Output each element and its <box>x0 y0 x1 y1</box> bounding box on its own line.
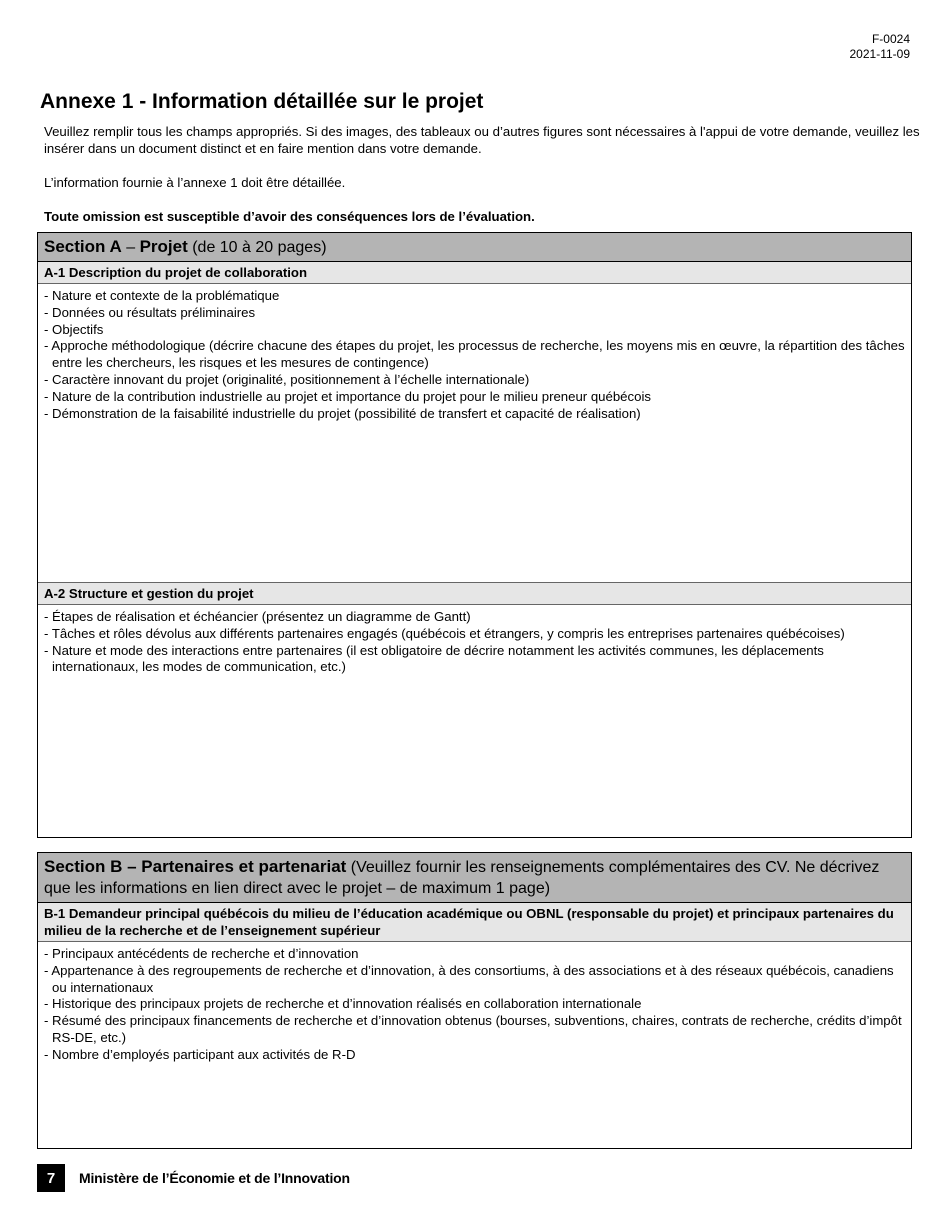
a1-field[interactable] <box>38 284 911 582</box>
list-item: - Nature et contexte de la problématique <box>44 288 280 303</box>
section-b-title: Section B – Partenaires et partenariat <box>44 857 347 876</box>
list-item: - Caractère innovant du projet (originalité, positionnement à l’échelle internationale) <box>44 371 530 387</box>
a2-list <box>44 609 905 676</box>
list-item: - Démonstration de la faisabilité industrielle du projet (possibilité de transfert et capacité de réalisation) <box>44 405 641 421</box>
section-a-header <box>38 233 911 262</box>
list-item: - Nature et mode des interactions entre partenaires (il est obligatoire de décrire notamment les activités communes, les déplacements internationaux, les modes de communication, etc.) <box>44 642 824 675</box>
a1-heading: A-1 Description du projet de collaboration <box>38 262 911 284</box>
a2-field[interactable] <box>38 605 911 837</box>
b1-heading: B-1 Demandeur principal québécois du milieu de l’éducation académique ou OBNL (responsable du projet) et principaux partenaires du milieu de la recherche et de l’enseignement supérieur <box>38 903 911 942</box>
b1-list <box>44 946 905 1064</box>
list-item: - Appartenance à des regroupements de recherche et d’innovation, à des consortiums, à des associations et à des réseaux québécois, canadiens ou internationaux <box>44 962 894 995</box>
form-meta <box>850 32 911 62</box>
list-item: - Objectifs <box>44 321 104 337</box>
form-date: 2021-11-09 <box>849 47 910 61</box>
section-a-label: Section A <box>44 237 122 256</box>
intro-paragraph: Veuillez remplir tous les champs appropriés. Si des images, des tableaux ou d’autres figures sont nécessaires à l'appui de votre demande, veuillez les insérer dans un document distinct et en faire mention dans votre demande. <box>44 124 920 156</box>
page-number: 7 <box>37 1164 65 1192</box>
list-item: - Résumé des principaux financements de recherche et d’innovation obtenus (bourses, subventions, chaires, contrats de recherche, crédits d’impôt RS-DE, etc.) <box>44 1013 902 1045</box>
ministry-name: Ministère de l’Économie et de l’Innovation <box>79 1170 350 1186</box>
list-item: - Nombre d’employés participant aux activités de R-D <box>44 1046 356 1062</box>
section-a-dash: – <box>121 239 140 256</box>
list-item: - Étapes de réalisation et échéancier (présentez un diagramme de Gantt) <box>44 609 471 624</box>
a2-heading: A-2 Structure et gestion du projet <box>38 582 911 605</box>
section-b <box>37 852 912 1149</box>
section-b-instructions: (Veuillez fournir les renseignements complémentaires des CV. Ne décrivez que les informations en lien direct avec le projet – de maximum 1 page) <box>44 859 880 897</box>
list-item: - Principaux antécédents de recherche et d’innovation <box>44 946 359 961</box>
list-item: - Données ou résultats préliminaires <box>44 304 256 320</box>
b1-field[interactable] <box>38 942 911 1148</box>
intro-detail-note: L’information fournie à l’annexe 1 doit être détaillée. <box>44 175 346 190</box>
section-a-name: Projet <box>139 237 188 256</box>
list-item: - Approche méthodologique (décrire chacune des étapes du projet, les processus de recherche, les moyens mis en œuvre, la répartition des tâches entre les chercheurs, les risques et les mesures de contingence) <box>44 338 905 371</box>
intro-warning: Toute omission est susceptible d’avoir des conséquences lors de l’évaluation. <box>44 209 535 224</box>
page-title: Annexe 1 - Information détaillée sur le projet <box>40 90 484 113</box>
section-a <box>37 232 912 838</box>
list-item: - Historique des principaux projets de recherche et d’innovation réalisés en collaboration internationale <box>44 996 642 1012</box>
section-b-header <box>38 853 911 903</box>
section-a-pages: (de 10 à 20 pages) <box>187 239 327 256</box>
a1-list <box>44 288 905 422</box>
list-item: - Nature de la contribution industrielle au projet et importance du projet pour le milieu preneur québécois <box>44 388 651 404</box>
footer <box>37 1164 350 1192</box>
form-code: F-0024 <box>871 32 910 46</box>
list-item: - Tâches et rôles dévolus aux différents partenaires engagés (québécois et étrangers, y compris les entreprises partenaires québécoises) <box>44 625 845 641</box>
intro <box>44 123 924 225</box>
